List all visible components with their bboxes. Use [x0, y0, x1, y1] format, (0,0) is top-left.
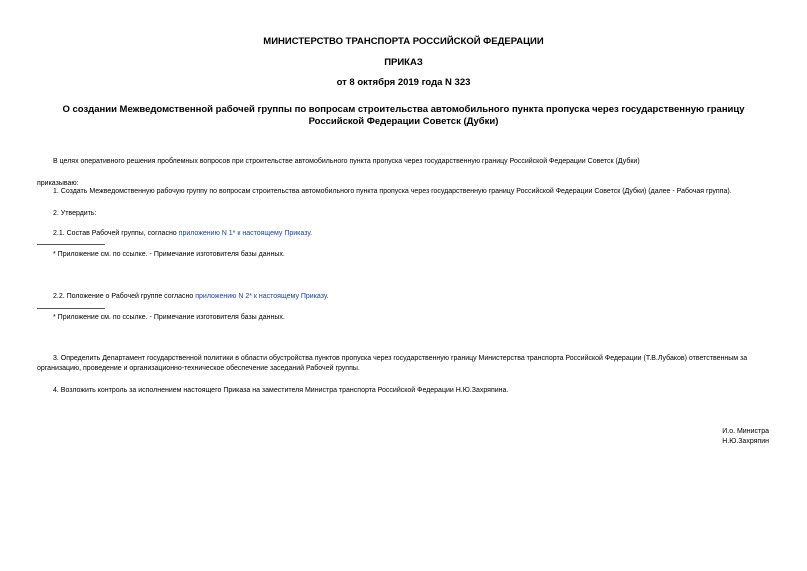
- item-2-paragraph: 2. Утвердить:: [53, 210, 97, 217]
- document-date-number: от 8 октября 2019 года N 323: [336, 77, 471, 88]
- appendix-2-link[interactable]: приложению N 2* к настоящему Приказу: [195, 293, 327, 300]
- signature-name: Н.Ю.Захряпин: [722, 438, 769, 445]
- footnote-divider-2: [37, 308, 105, 309]
- item-3-paragraph: 3. Определить Департамент государственной политики в области обустройства пунктов пропуска через государственную границу Министерства транспорта Российской Федерации (Т.В.Лубаков) ответственным за организацию, проведение и организационно-техническое обеспечение заседаний Рабочей группы.: [37, 355, 748, 372]
- item-1-paragraph: 1. Создать Межведомственную рабочую группу по вопросам строительства автомобильного пункта пропуска через государственную границу Российской Федерации Советск (Дубки) (далее - Рабочая группа).: [53, 188, 732, 195]
- item-2-1-paragraph: [53, 229, 312, 239]
- appendix-1-link[interactable]: приложению N 1* к настоящему Приказу: [178, 230, 311, 237]
- footnote-divider-1: [37, 244, 105, 245]
- document-subject: О создании Межведомственной рабочей группы по вопросам строительства автомобильного пункта пропуска через государственную границу Российской Федерации Советск (Дубки): [62, 104, 745, 127]
- item-2-2-text: 2.2. Положение о Рабочей группе согласно: [53, 293, 196, 300]
- item-2-2-end: .: [326, 293, 329, 300]
- signature-position: И.о. Министра: [722, 428, 769, 435]
- footnote-2: * Приложение см. по ссылке. - Примечание изготовителя базы данных.: [53, 314, 285, 321]
- item-2-1-text: 2.1. Состав Рабочей группы, согласно: [53, 230, 179, 237]
- item-2-2-paragraph: [53, 292, 329, 302]
- order-word: приказываю:: [37, 180, 79, 187]
- ministry-title: МИНИСТЕРСТВО ТРАНСПОРТА РОССИЙСКОЙ ФЕДЕРАЦИИ: [263, 36, 544, 47]
- item-2-1-end: .: [310, 230, 313, 237]
- preamble-paragraph: В целях оперативного решения проблемных вопросов при строительстве автомобильного пункта пропуска через государственную границу Российской Федерации Советск (Дубки): [53, 158, 640, 165]
- item-4-paragraph: 4. Возложить контроль за исполнением настоящего Приказа на заместителя Министра транспорта Российской Федерации Н.Ю.Захряпина.: [53, 387, 509, 394]
- footnote-1: * Приложение см. по ссылке. - Примечание изготовителя базы данных.: [53, 251, 285, 258]
- document-type: ПРИКАЗ: [384, 57, 423, 68]
